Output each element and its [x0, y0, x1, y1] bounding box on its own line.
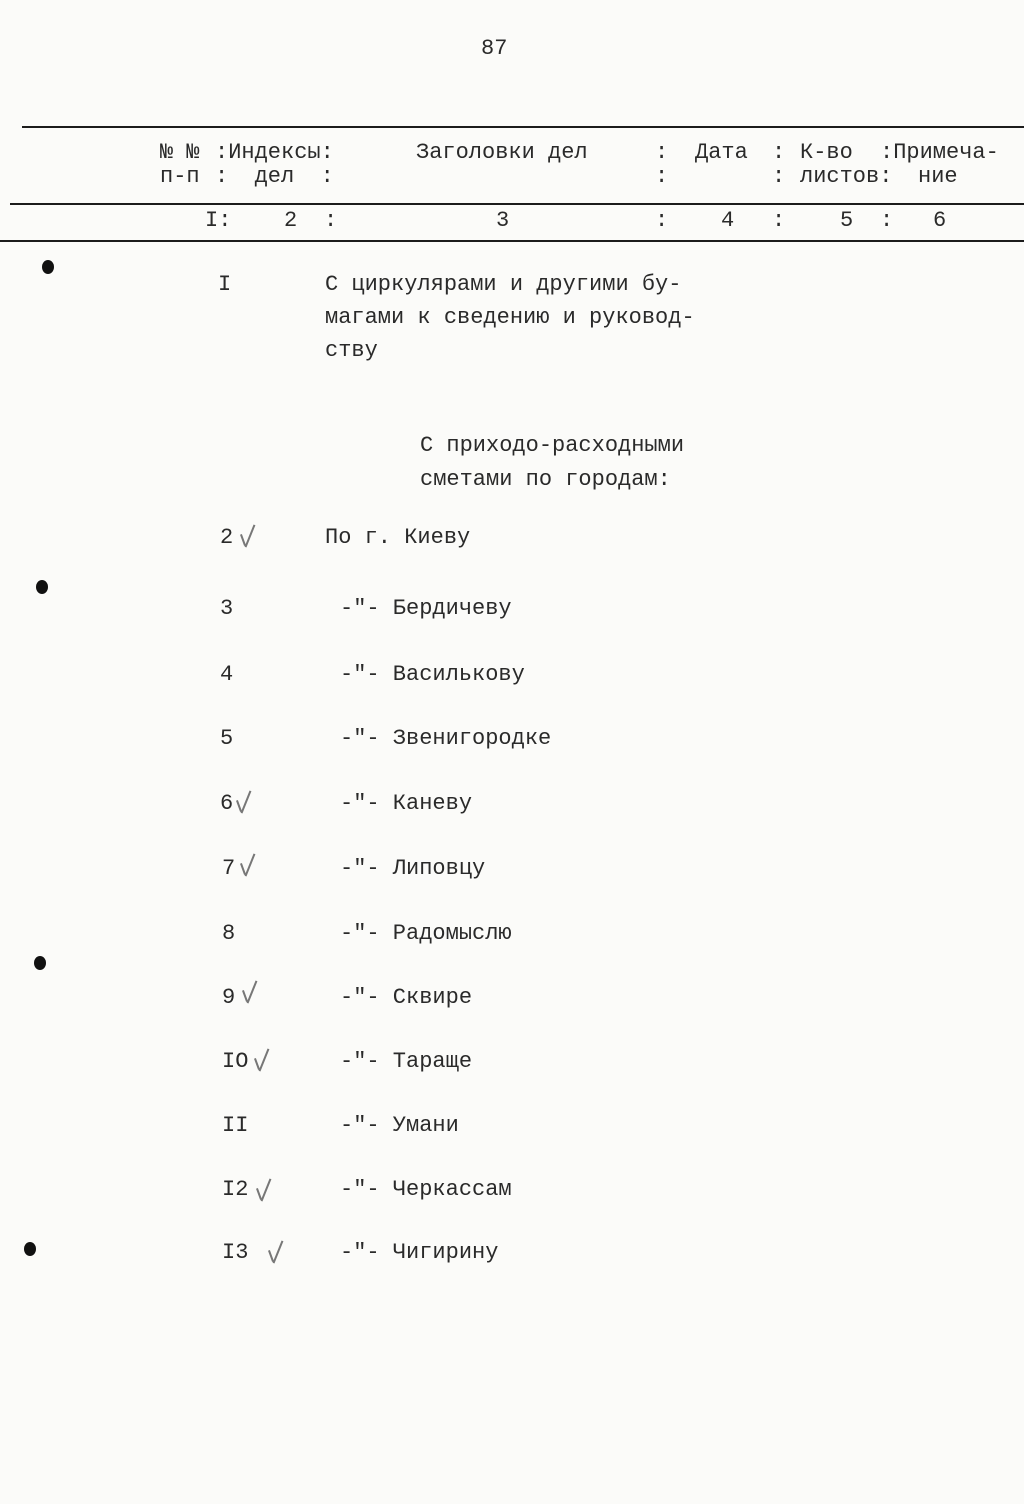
col-number: 6: [933, 208, 947, 233]
section-heading: С приходо-расходными: [420, 433, 685, 458]
header-col5: К-во: [800, 140, 853, 165]
page-number: 87: [481, 36, 508, 61]
col-number: 2: [284, 208, 298, 233]
col-number: 5: [840, 208, 854, 233]
entry-number: I: [218, 272, 232, 297]
entry-title: -"- Звенигородке: [340, 726, 552, 751]
entry-number: 9: [222, 985, 236, 1010]
col-number: :: [880, 208, 894, 233]
checkmark-icon: [256, 1180, 270, 1202]
entry-title: -"- Умани: [340, 1113, 459, 1138]
entry-title: ству: [325, 338, 378, 363]
header-separator: :: [772, 140, 786, 165]
entry-title: -"- Радомыслю: [340, 921, 512, 946]
entry-title: -"- Сквире: [340, 985, 473, 1010]
col-number: I:: [205, 208, 232, 233]
entry-title: С циркулярами и другими бу-: [325, 272, 682, 297]
col-number: :: [772, 208, 786, 233]
header-separator: :: [772, 164, 786, 189]
header-col6: ние: [918, 164, 958, 189]
col-number: 4: [721, 208, 735, 233]
header-col6: :Примеча-: [880, 140, 999, 165]
header-mid-rule: [10, 203, 1024, 205]
header-col1: № №: [160, 140, 200, 165]
entry-title: -"- Тараще: [340, 1049, 473, 1074]
header-bottom-rule: [0, 240, 1024, 242]
entry-number: 8: [222, 921, 236, 946]
checkmark-icon: [254, 1050, 268, 1072]
header-col2: :Индексы:: [215, 140, 334, 165]
entry-number: II: [222, 1113, 249, 1138]
punch-hole-icon: [24, 1242, 36, 1256]
entry-title: -"- Черкассам: [340, 1177, 512, 1202]
checkmark-icon: [240, 526, 254, 548]
checkmark-icon: [242, 982, 256, 1004]
entry-number: 2: [220, 525, 234, 550]
punch-hole-icon: [36, 580, 48, 594]
col-number: :: [324, 208, 338, 233]
section-heading: сметами по городам:: [420, 467, 671, 492]
entry-number: 6: [220, 791, 234, 816]
header-separator: :: [655, 140, 669, 165]
entry-title: магами к сведению и руковод-: [325, 305, 695, 330]
entry-title: -"- Липовцу: [340, 856, 486, 881]
entry-title: -"- Василькову: [340, 662, 525, 687]
header-col2: : дел :: [215, 164, 334, 189]
entry-number: 5: [220, 726, 234, 751]
entry-title: По г. Киеву: [325, 525, 471, 550]
col-number: 3: [496, 208, 510, 233]
checkmark-icon: [236, 792, 250, 814]
entry-number: 3: [220, 596, 234, 621]
entry-number: I3: [222, 1240, 249, 1265]
punch-hole-icon: [42, 260, 54, 274]
entry-number: 4: [220, 662, 234, 687]
entry-title: -"- Каневу: [340, 791, 473, 816]
header-col1: п-п: [160, 164, 200, 189]
header-col4: Дата: [695, 140, 748, 165]
checkmark-icon: [240, 855, 254, 877]
entry-number: IO: [222, 1049, 249, 1074]
entry-number: I2: [222, 1177, 249, 1202]
header-separator: :: [655, 164, 669, 189]
punch-hole-icon: [34, 956, 46, 970]
entry-title: -"- Чигирину: [340, 1240, 499, 1265]
checkmark-icon: [268, 1242, 282, 1264]
entry-number: 7: [222, 856, 236, 881]
header-col3: Заголовки дел: [416, 140, 588, 165]
entry-title: -"- Бердичеву: [340, 596, 512, 621]
table-top-rule: [22, 126, 1024, 128]
header-col5: листов:: [800, 164, 893, 189]
col-number: :: [655, 208, 669, 233]
